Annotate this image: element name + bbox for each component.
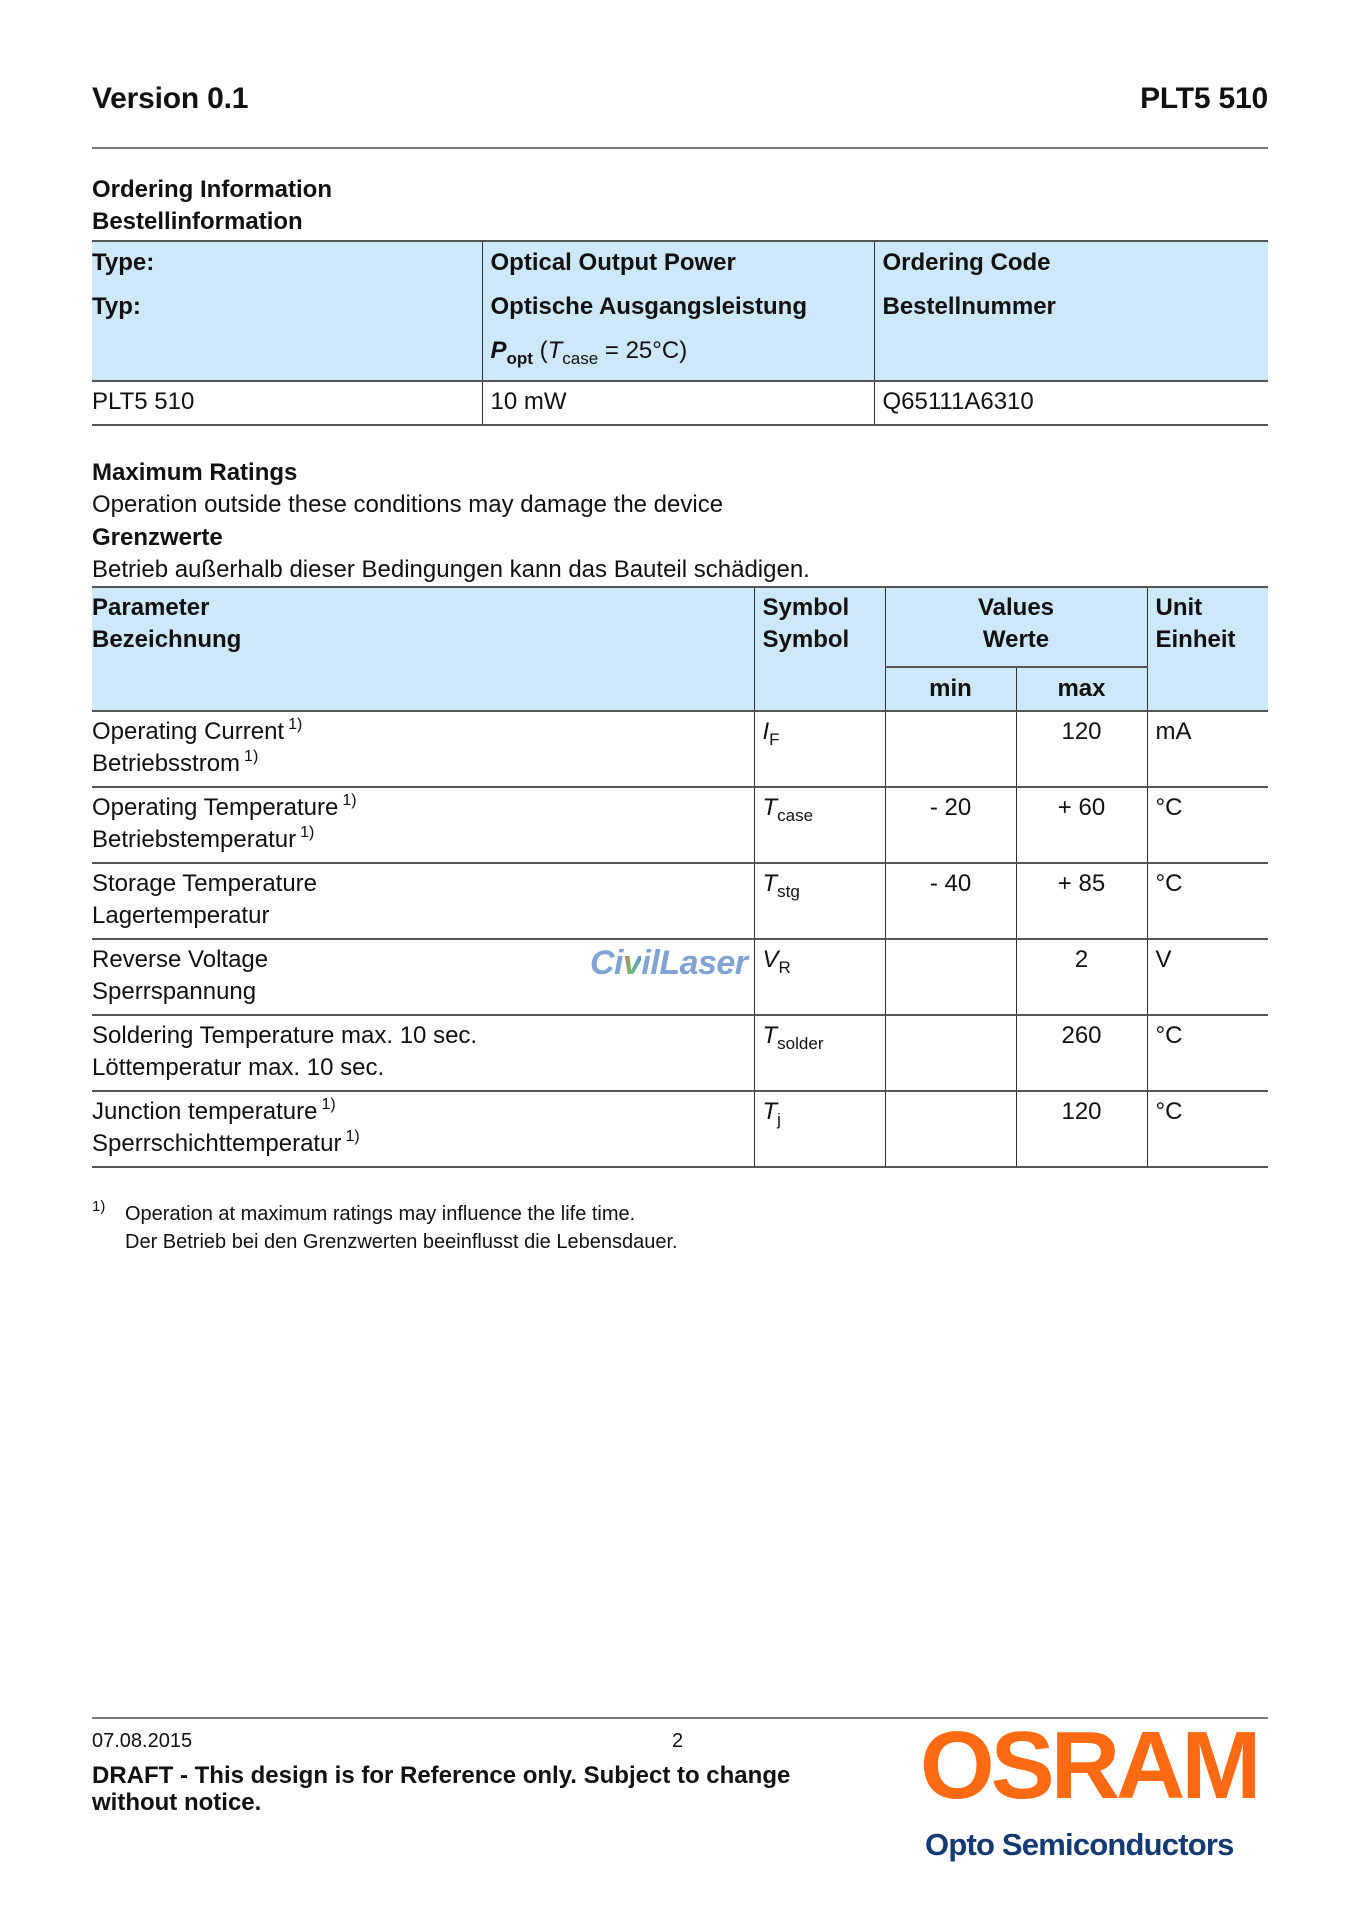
osram-logo: OSRAM — [920, 1712, 1258, 1819]
table-row — [92, 1015, 1268, 1091]
symbol: T — [762, 1098, 778, 1125]
symbol: T — [762, 1022, 778, 1049]
cell-parameter — [92, 787, 754, 863]
max-ratings-table — [92, 586, 1268, 1168]
table-row — [92, 711, 1268, 787]
max-ratings-title-de: Grenzwerte — [92, 524, 223, 551]
cell-symbol — [754, 787, 885, 863]
cell-parameter — [92, 711, 754, 787]
parameter-de: Sperrspannung — [92, 978, 257, 1005]
parameter-en: Operating Temperature — [92, 794, 339, 821]
col-unit-de: Einheit — [1155, 626, 1236, 653]
col-max: max — [1016, 667, 1147, 711]
parameter-de: Betriebstemperatur — [92, 826, 297, 853]
parameter-en: Storage Temperature — [92, 870, 318, 897]
cell-symbol — [754, 939, 885, 1015]
symbol-sub: solder — [777, 1034, 824, 1053]
cell-parameter — [92, 863, 754, 939]
cell-min — [885, 939, 1016, 1015]
cell-type: PLT5 510 — [92, 381, 482, 425]
parameter-en: Junction temperature — [92, 1098, 318, 1125]
col-unit-en: Unit — [1155, 594, 1203, 621]
ordering-title-de: Bestellinformation — [92, 208, 303, 235]
col-code — [874, 241, 1268, 381]
col-values-en: Values — [977, 594, 1055, 621]
footnote-ref: 1) — [288, 716, 303, 733]
col-power-symbol: $P_{opt}$ $(T_{case} = 25^\circ C)$ — [490, 337, 688, 368]
condition-value: = 25°C) — [604, 337, 688, 364]
cell-unit: mA — [1147, 711, 1268, 787]
footnote-ref: 1) — [244, 748, 259, 765]
col-parameter-de: Bezeichnung — [92, 626, 242, 653]
footnote-de: Der Betrieb bei den Grenzwerten beeinflusst die Lebensdauer. — [125, 1231, 678, 1253]
parameter-en: Operating Current — [92, 718, 285, 745]
ordering-title-en: Ordering Information — [92, 176, 332, 203]
symbol: V — [762, 946, 779, 973]
cell-max: 120 — [1016, 1091, 1147, 1167]
cell-min — [885, 1091, 1016, 1167]
max-ratings-header — [92, 587, 1268, 667]
col-type-de: Typ: — [92, 293, 141, 320]
watermark-logo — [590, 944, 748, 983]
col-parameter — [92, 587, 754, 711]
cell-power: 10 mW — [482, 381, 874, 425]
symbol: T — [762, 870, 778, 897]
cell-max: 120 — [1016, 711, 1147, 787]
version-label: Version 0.1 — [92, 82, 249, 115]
col-code-en: Ordering Code — [882, 249, 1051, 276]
symbol-p-sub: opt — [506, 349, 533, 368]
col-code-de: Bestellnummer — [882, 293, 1056, 320]
cell-min — [885, 711, 1016, 787]
cell-min: - 20 — [885, 787, 1016, 863]
header-divider — [92, 147, 1268, 149]
col-parameter-en: Parameter — [92, 594, 210, 621]
symbol: T — [762, 794, 778, 821]
watermark-text-b: ilLaser — [641, 944, 748, 982]
symbol-sub: j — [777, 1110, 781, 1129]
division-name: Opto Semiconductors — [925, 1827, 1234, 1862]
cell-parameter — [92, 1091, 754, 1167]
footnote-ref: 1) — [321, 1096, 336, 1113]
col-type — [92, 241, 482, 381]
symbol: I — [762, 718, 770, 745]
parameter-en: Soldering Temperature max. 10 sec. — [92, 1022, 478, 1049]
max-ratings-note-en: Operation outside these conditions may damage the device — [92, 491, 724, 518]
cell-unit: °C — [1147, 1015, 1268, 1091]
col-values — [885, 587, 1147, 667]
col-symbol-de: Symbol — [762, 626, 850, 653]
table-row — [92, 381, 1268, 425]
cell-max: 2 — [1016, 939, 1147, 1015]
footnote-ref: 1) — [300, 824, 315, 841]
cell-unit: V — [1147, 939, 1268, 1015]
product-name: PLT5 510 — [1140, 82, 1268, 115]
symbol-t: T — [547, 337, 563, 364]
draft-notice: DRAFT - This design is for Reference only. Subject to change without notice. — [92, 1762, 791, 1816]
table-row — [92, 787, 1268, 863]
symbol-sub: R — [778, 958, 791, 977]
ordering-table-header — [92, 241, 1268, 381]
max-ratings-title-en: Maximum Ratings — [92, 459, 298, 486]
parameter-de: Sperrschichttemperatur — [92, 1130, 342, 1157]
parameter-de: Lagertemperatur — [92, 902, 270, 929]
cell-min: - 40 — [885, 863, 1016, 939]
watermark-text-v: v — [623, 944, 642, 982]
col-values-de: Werte — [982, 626, 1050, 653]
table-row — [92, 1091, 1268, 1167]
col-symbol — [754, 587, 885, 711]
parameter-en: Reverse Voltage — [92, 946, 269, 973]
parameter-de: Betriebsstrom — [92, 750, 241, 777]
cell-max: + 60 — [1016, 787, 1147, 863]
footnote-ref: 1) — [345, 1128, 360, 1145]
cell-symbol — [754, 1015, 885, 1091]
table-row — [92, 863, 1268, 939]
col-symbol-en: Symbol — [762, 594, 850, 621]
footer-date: 07.08.2015 — [92, 1730, 193, 1752]
col-min: min — [885, 667, 1016, 711]
ordering-table — [92, 240, 1268, 426]
footnote-mark: 1) — [92, 1198, 106, 1215]
cell-max: 260 — [1016, 1015, 1147, 1091]
symbol-t-sub: case — [562, 349, 599, 368]
cell-symbol — [754, 863, 885, 939]
symbol-p: P — [490, 337, 507, 364]
cell-unit: °C — [1147, 1091, 1268, 1167]
cell-max: + 85 — [1016, 863, 1147, 939]
col-power-de: Optische Ausgangsleistung — [490, 293, 807, 320]
footnote-en: Operation at maximum ratings may influence the life time. — [125, 1203, 636, 1225]
cell-code: Q65111A6310 — [874, 381, 1268, 425]
cell-symbol — [754, 1091, 885, 1167]
cell-unit: °C — [1147, 863, 1268, 939]
footnote-ref: 1) — [342, 792, 357, 809]
col-power-en: Optical Output Power — [490, 249, 736, 276]
symbol-sub: F — [769, 730, 780, 749]
col-power — [482, 241, 874, 381]
parameter-de: Löttemperatur max. 10 sec. — [92, 1054, 385, 1081]
cell-unit: °C — [1147, 787, 1268, 863]
cell-symbol — [754, 711, 885, 787]
page-number: 2 — [672, 1730, 684, 1752]
symbol-sub: case — [777, 806, 814, 825]
col-type-en: Type: — [92, 249, 155, 276]
col-unit — [1147, 587, 1268, 711]
cell-min — [885, 1015, 1016, 1091]
max-ratings-note-de: Betrieb außerhalb dieser Bedingungen kann das Bauteil schädigen. — [92, 556, 810, 583]
symbol-sub: stg — [777, 882, 800, 901]
cell-parameter — [92, 1015, 754, 1091]
watermark-text-a: Ci — [590, 944, 623, 982]
